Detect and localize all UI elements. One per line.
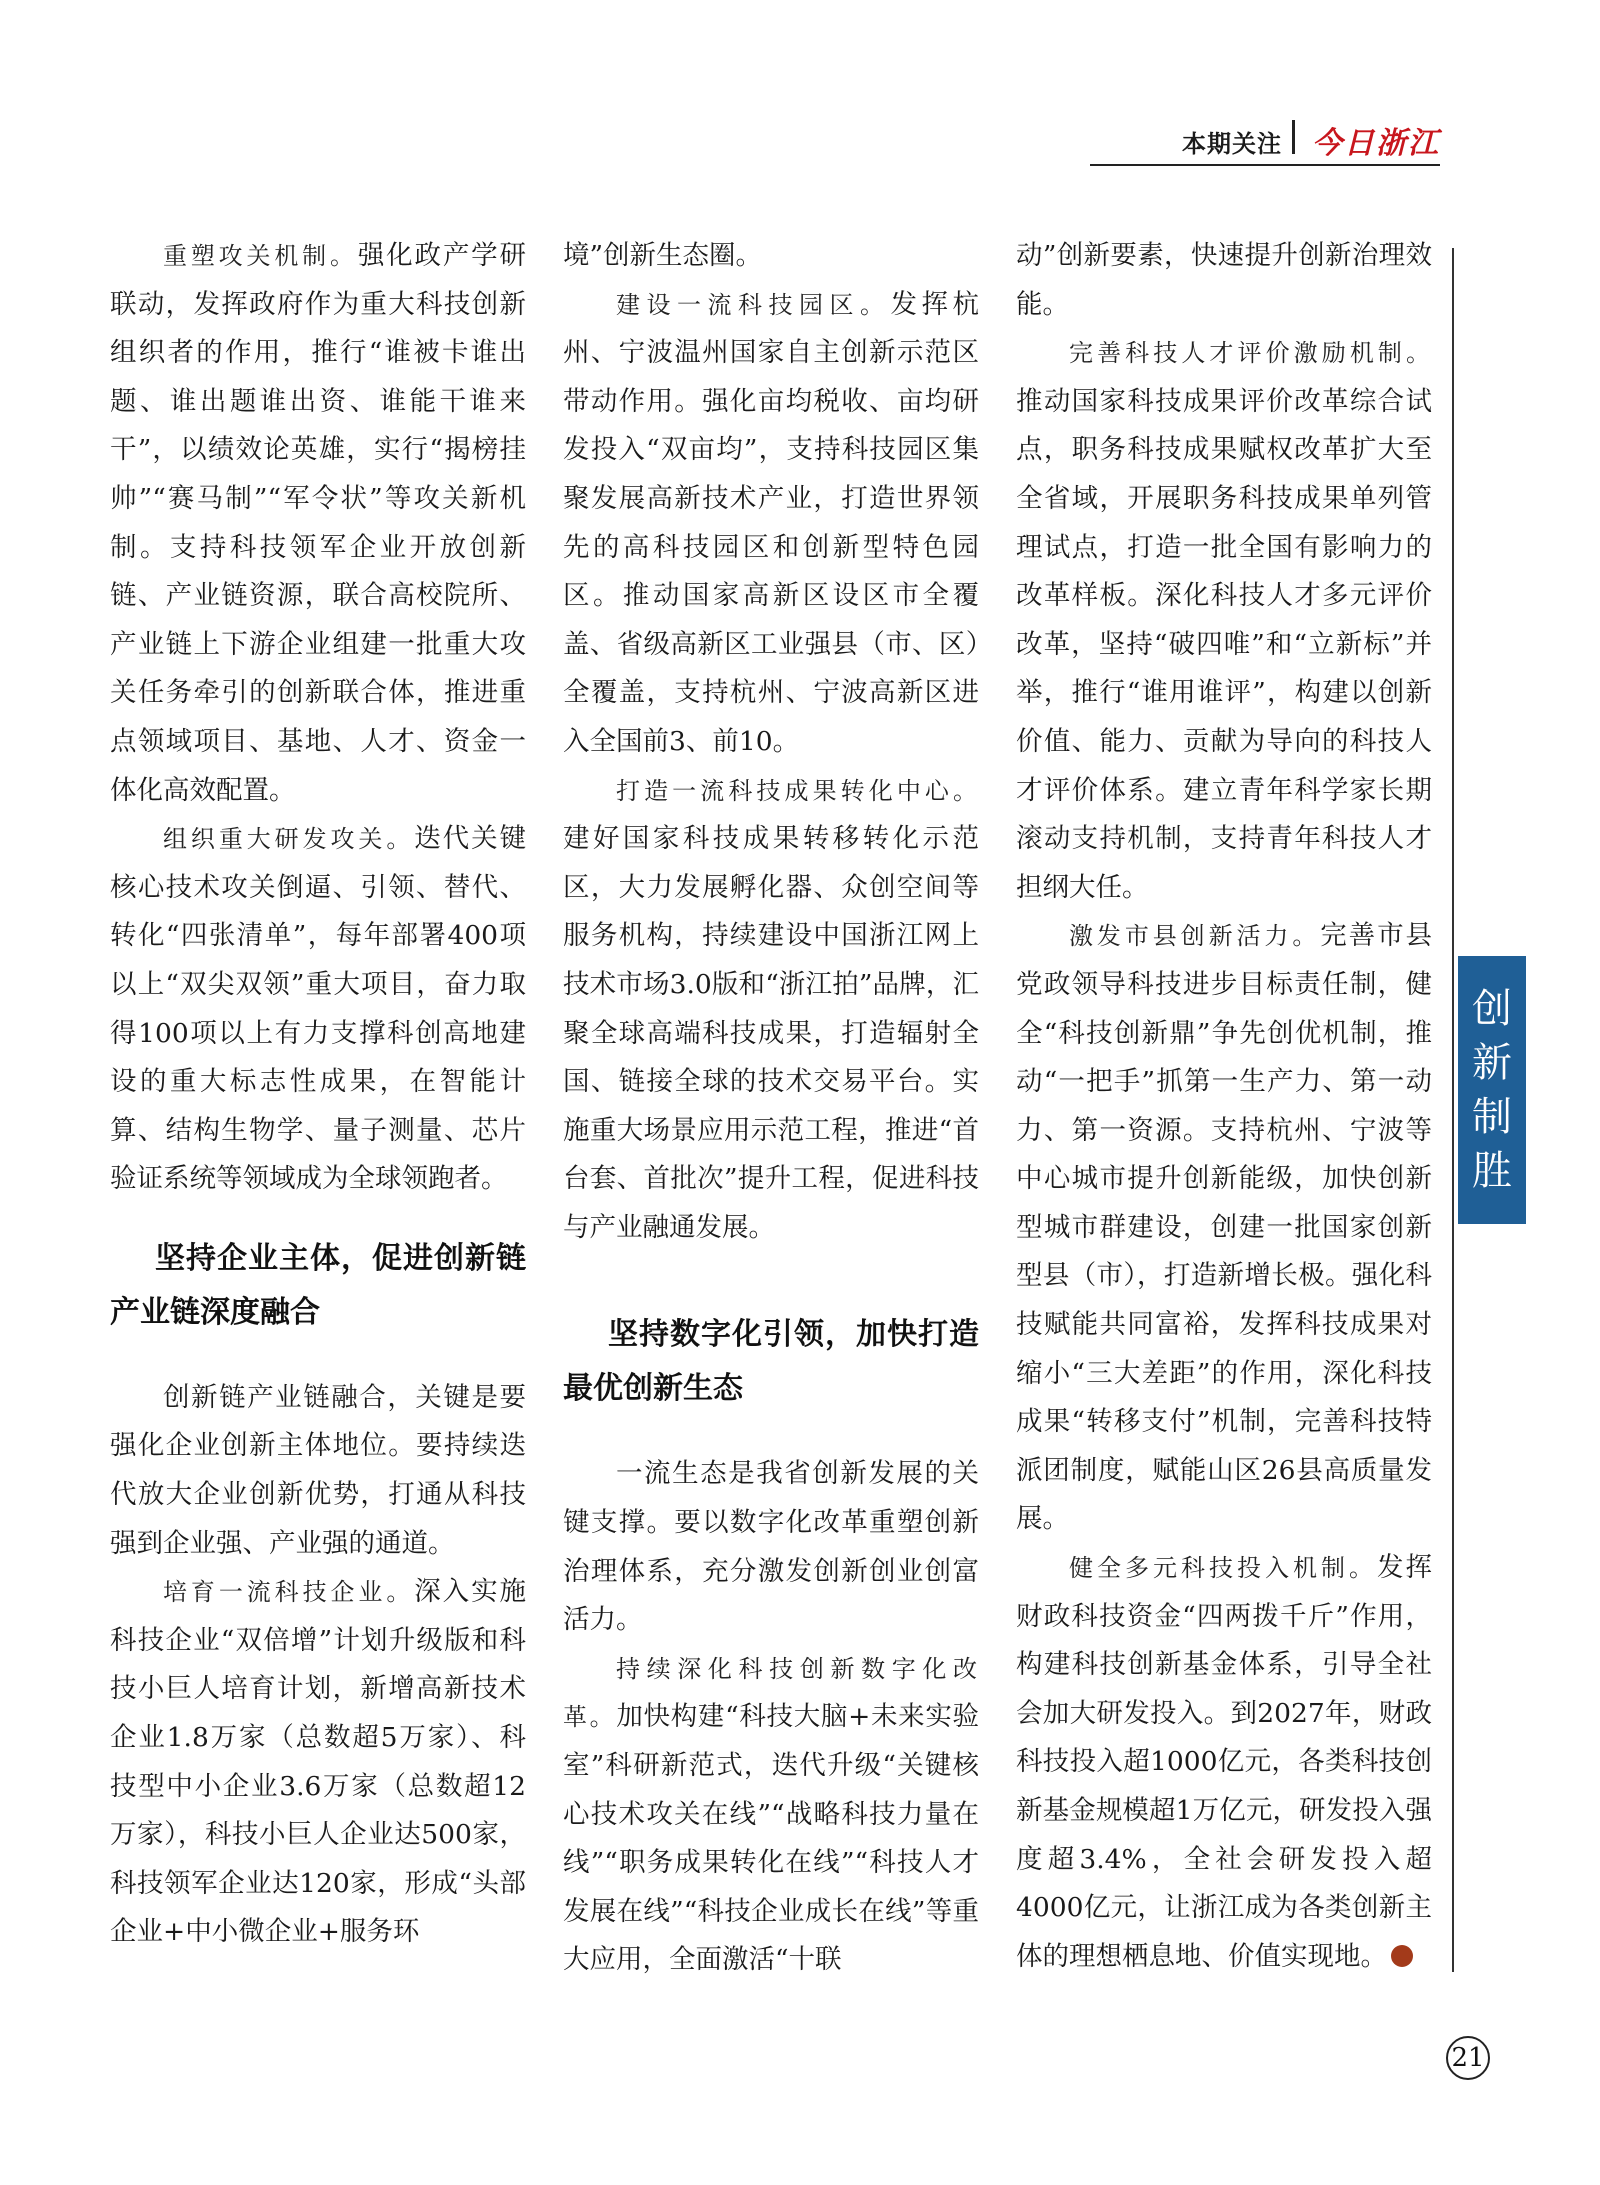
paragraph-lead: 重塑攻关机制。 xyxy=(163,242,358,270)
paragraph-lead: 持续深化科技创新数字化改革。 xyxy=(563,1654,979,1732)
paragraph xyxy=(1016,1544,1432,1981)
section-heading: 坚持数字化引领，加快打造最优创新生态 xyxy=(563,1317,979,1407)
column-divider xyxy=(1452,248,1454,1972)
article-end-icon xyxy=(1391,1945,1413,1967)
paragraph-text: 加快构建“科技大脑+未来实验室”科研新范式，迭代升级“关键核心技术攻关在线”“战略科技力量在线”“职务成果转化在线”“科技人才发展在线”“科技企业成长在线”等重大应用，全面激活“十联 xyxy=(563,1701,979,1976)
side-tab-char: 创 xyxy=(1472,986,1512,1032)
paragraph-lead: 激发市县创新活力。 xyxy=(1069,922,1321,951)
paragraph-lead: 打造一流科技成果转化中心。 xyxy=(616,776,979,805)
paragraph-text: 推动国家科技成果评价改革综合试点，职务科技成果赋权改革扩大至全省域，开展职务科技成果单列管理试点，打造一批全国有影响力的改革样板。深化科技人才多元评价改革，坚持“破四唯”和“立新标”并举，推行“谁用谁评”，构建以创新价值、能力、贡献为导向的科技人才评价体系。建立青年科学家长期滚动支持机制，支持青年科技人才担纲大任。 xyxy=(1016,385,1432,903)
paragraph-text: 迭代关键核心技术攻关倒逼、引领、替代、转化“四张清单”，每年部署400项以上“双尖双领”重大项目，奋力取得100项以上有力支撑科创高地建设的重大标志性成果，在智能计算、结构生物学、量子测量、芯片验证系统等领域成为全球领跑者。 xyxy=(110,823,527,1195)
paragraph-lead: 建设一流科技园区。 xyxy=(616,290,891,319)
paragraph xyxy=(563,1645,979,1985)
article-column-3 xyxy=(1016,232,1432,1981)
side-tab-char: 新 xyxy=(1472,1040,1512,1086)
section-side-tab xyxy=(1458,956,1526,1224)
paragraph-continued: 境”创新生态圈。 xyxy=(563,240,763,271)
paragraph xyxy=(110,232,526,815)
paragraph-continued: 动”创新要素，快速提升创新治理效能。 xyxy=(1016,240,1432,320)
side-tab-char: 胜 xyxy=(1472,1148,1512,1194)
paragraph xyxy=(563,767,979,1253)
magazine-logo: 今日浙江 xyxy=(1312,126,1440,161)
paragraph-text: 发挥杭州、宁波温州国家自主创新示范区带动作用。强化亩均税收、亩均研发投入“双亩均”，支持科技园区集聚发展高新技术产业，打造世界领先的高科技园区和创新型特色园区。推动国家高新区设区市全覆盖、省级高新区工业强县（市、区）全覆盖，支持杭州、宁波高新区进入全国前3、前10。 xyxy=(563,288,979,757)
paragraph-text: 建好国家科技成果转移转化示范区，大力发展孵化器、众创空间等服务机构，持续建设中国浙江网上技术市场3.0版和“浙江拍”品牌，汇聚全球高端科技成果，打造辐射全国、链接全球的技术交易平台。实施重大场景应用示范工程，推进“首台套、首批次”提升工程，促进科技与产业融通发展。 xyxy=(563,823,979,1243)
paragraph xyxy=(1016,912,1432,1544)
paragraph-text: 深入实施科技企业“双倍增”计划升级版和科技小巨人培育计划，新增高新技术企业1.8万家（总数超5万家）、科技型中小企业3.6万家（总数超12万家），科技小巨人企业达500家，科技领军企业达120家，形成“头部企业+中小微企业+服务环 xyxy=(110,1576,527,1948)
section-heading: 坚持企业主体，促进创新链产业链深度融合 xyxy=(110,1240,526,1330)
page-number: 21 xyxy=(1446,2036,1490,2080)
paragraph-text: 发挥财政科技资金“四两拨千斤”作用，构建科技创新基金体系，引导全社会加大研发投入。到2027年，财政科技投入超1000亿元，各类科技创新基金规模超1万亿元，研发投入强度超3.4%，全社会研发投入超4000亿元，让浙江成为各类创新主体的理想栖息地、价值实现地。 xyxy=(1016,1552,1432,1972)
paragraph: 一流生态是我省创新发展的关键支撑。要以数字化改革重塑创新治理体系，充分激发创新创业创富活力。 xyxy=(563,1458,979,1636)
paragraph-lead: 完善科技人才评价激励机制。 xyxy=(1069,339,1432,368)
paragraph xyxy=(110,1568,526,1957)
paragraph-text: 强化政产学研联动，发挥政府作为重大科技创新组织者的作用，推行“谁被卡谁出题、谁出题谁出资、谁能干谁来干”，以绩效论英雄，实行“揭榜挂帅”“赛马制”“军令状”等攻关新机制。支持科技领军企业开放创新链、产业链资源，联合高校院所、产业链上下游企业组建一批重大攻关任务牵引的创新联合体，推进重点领域项目、基地、人才、资金一体化高效配置。 xyxy=(110,240,527,806)
paragraph-lead: 组织重大研发攻关。 xyxy=(163,825,415,854)
article-column-2 xyxy=(563,232,979,1985)
paragraph-lead: 健全多元科技投入机制。 xyxy=(1069,1554,1377,1583)
side-tab-char: 制 xyxy=(1472,1094,1512,1140)
paragraph xyxy=(563,281,979,767)
paragraph xyxy=(110,815,526,1204)
article-column-1 xyxy=(110,232,526,1957)
section-label: 本期关注 xyxy=(1182,130,1282,158)
page-header xyxy=(1090,118,1440,166)
paragraph-lead: 培育一流科技企业。 xyxy=(163,1578,415,1607)
header-separator xyxy=(1292,120,1295,154)
paragraph xyxy=(1016,329,1432,912)
paragraph-text: 完善市县党政领导科技进步目标责任制，健全“科技创新鼎”争先创优机制，推动“一把手”抓第一生产力、第一动力、第一资源。支持杭州、宁波等中心城市提升创新能级，加快创新型城市群建设，创建一批国家创新型县（市），打造新增长极。强化科技赋能共同富裕，发挥科技成果对缩小“三大差距”的作用，深化科技成果“转移支付”机制，完善科技特派团制度，赋能山区26县高质量发展。 xyxy=(1016,920,1433,1535)
paragraph: 创新链产业链融合，关键是要强化企业创新主体地位。要持续迭代放大企业创新优势，打通从科技强到企业强、产业强的通道。 xyxy=(110,1381,526,1559)
